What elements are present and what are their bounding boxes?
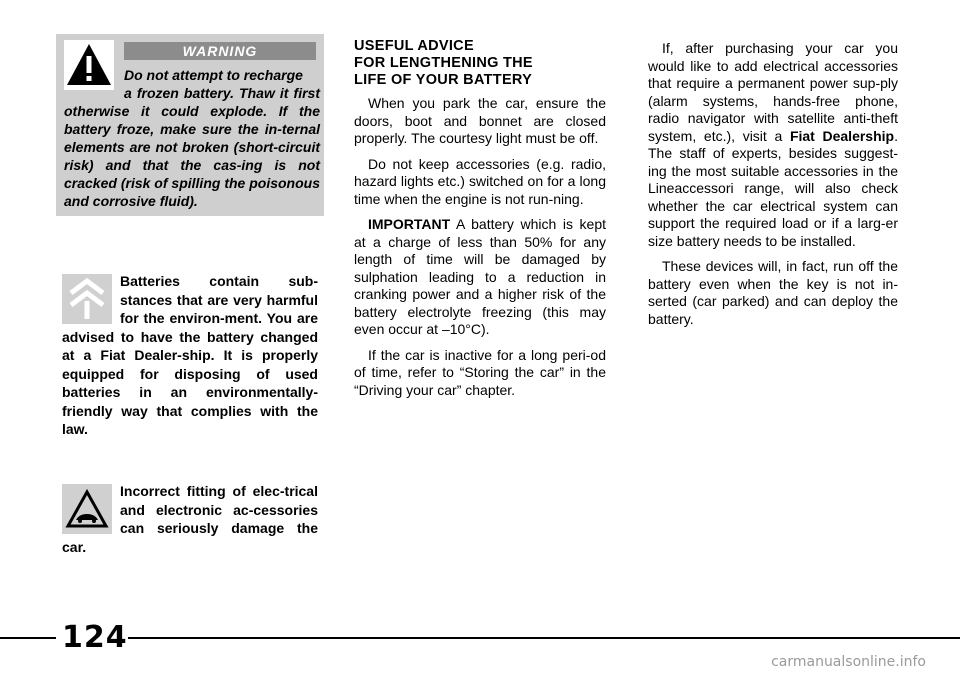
accessories-paragraph-2: These devices will, in fact, run off the battery even when the key is not in-serted (car parked) and can deploy the battery.	[648, 258, 898, 327]
fiat-dealership-label: Fiat Dealership	[789, 127, 895, 144]
useful-advice-section	[354, 38, 606, 407]
warning-text-rest: a frozen battery. Thaw it first otherwise it could explode. If the battery froze, make sure the in-ternal elements are not broken (short-circuit risk) and that the cas-ing is not cracked (risk of spilling the poisonous and corrosive fluid).	[64, 85, 320, 209]
accessories-section	[648, 40, 898, 336]
warning-title: WARNING	[124, 42, 316, 60]
section-title-line-2: FOR LENGTHENING THE	[354, 55, 533, 71]
advice-paragraph-2: Do not keep accessories (e.g. radio, hazard lights etc.) switched on for a long time when the engine is not run-ning.	[354, 155, 606, 207]
warning-box	[56, 34, 324, 216]
car-warning-icon	[62, 484, 112, 534]
section-title	[354, 38, 606, 89]
section-title-line-1: USEFUL ADVICE	[354, 38, 474, 54]
footer-rule-right	[128, 637, 960, 639]
advice-paragraph-3	[354, 216, 606, 339]
accessories-text-b: . The staff of experts, besides suggest-ing the most suitable accessories in the Lineaccessori range, will also check whether the car electrical system can support the required load or if a larg-er size battery needs to be installed.	[648, 127, 898, 249]
section-title-line-3: LIFE OF YOUR BATTERY	[354, 72, 533, 88]
important-label: IMPORTANT	[368, 216, 451, 232]
advice-paragraph-1: When you park the car, ensure the doors, boot and bonnet are closed properly. The courtesy light must be off.	[354, 95, 606, 146]
warning-text-first: Do not attempt to recharge	[124, 67, 303, 83]
accessories-text-a: If, after purchasing your car you would like to add electrical accessories that require a permanent power sup-ply (alarm systems, hands-free phone, radio navigator with satellite anti-theft system, etc.), visit a	[648, 40, 898, 144]
watermark: carmanualsonline.info	[771, 654, 926, 670]
car-damage-note	[62, 482, 318, 556]
warning-text	[64, 66, 320, 210]
page-number: 124	[62, 620, 128, 655]
footer-rule-left	[0, 637, 56, 639]
environment-note-text: Batteries contain sub-stances that are very harmful for the environ-ment. You are advised to have the battery changed at a Fiat Dealer-ship. It is properly equipped for disposing of used batteries in an environmentally-friendly way that complies with the law.	[62, 273, 318, 437]
important-text: A battery which is kept at a charge of less than 50% for any length of time will be damaged by sulphation leading to a reduction in cranking power and a higher risk of the battery electrolyte freezing (this may even occur at –10°C).	[354, 216, 606, 337]
recycle-arrows-icon	[62, 274, 112, 324]
accessories-paragraph-1	[648, 40, 898, 250]
car-damage-note-text: Incorrect fitting of elec-trical and electronic ac-cessories can seriously damage the car.	[62, 483, 318, 555]
environment-note	[62, 272, 318, 439]
advice-paragraph-4: If the car is inactive for a long peri-od of time, refer to “Storing the car” in the “Driving your car” chapter.	[354, 346, 606, 398]
